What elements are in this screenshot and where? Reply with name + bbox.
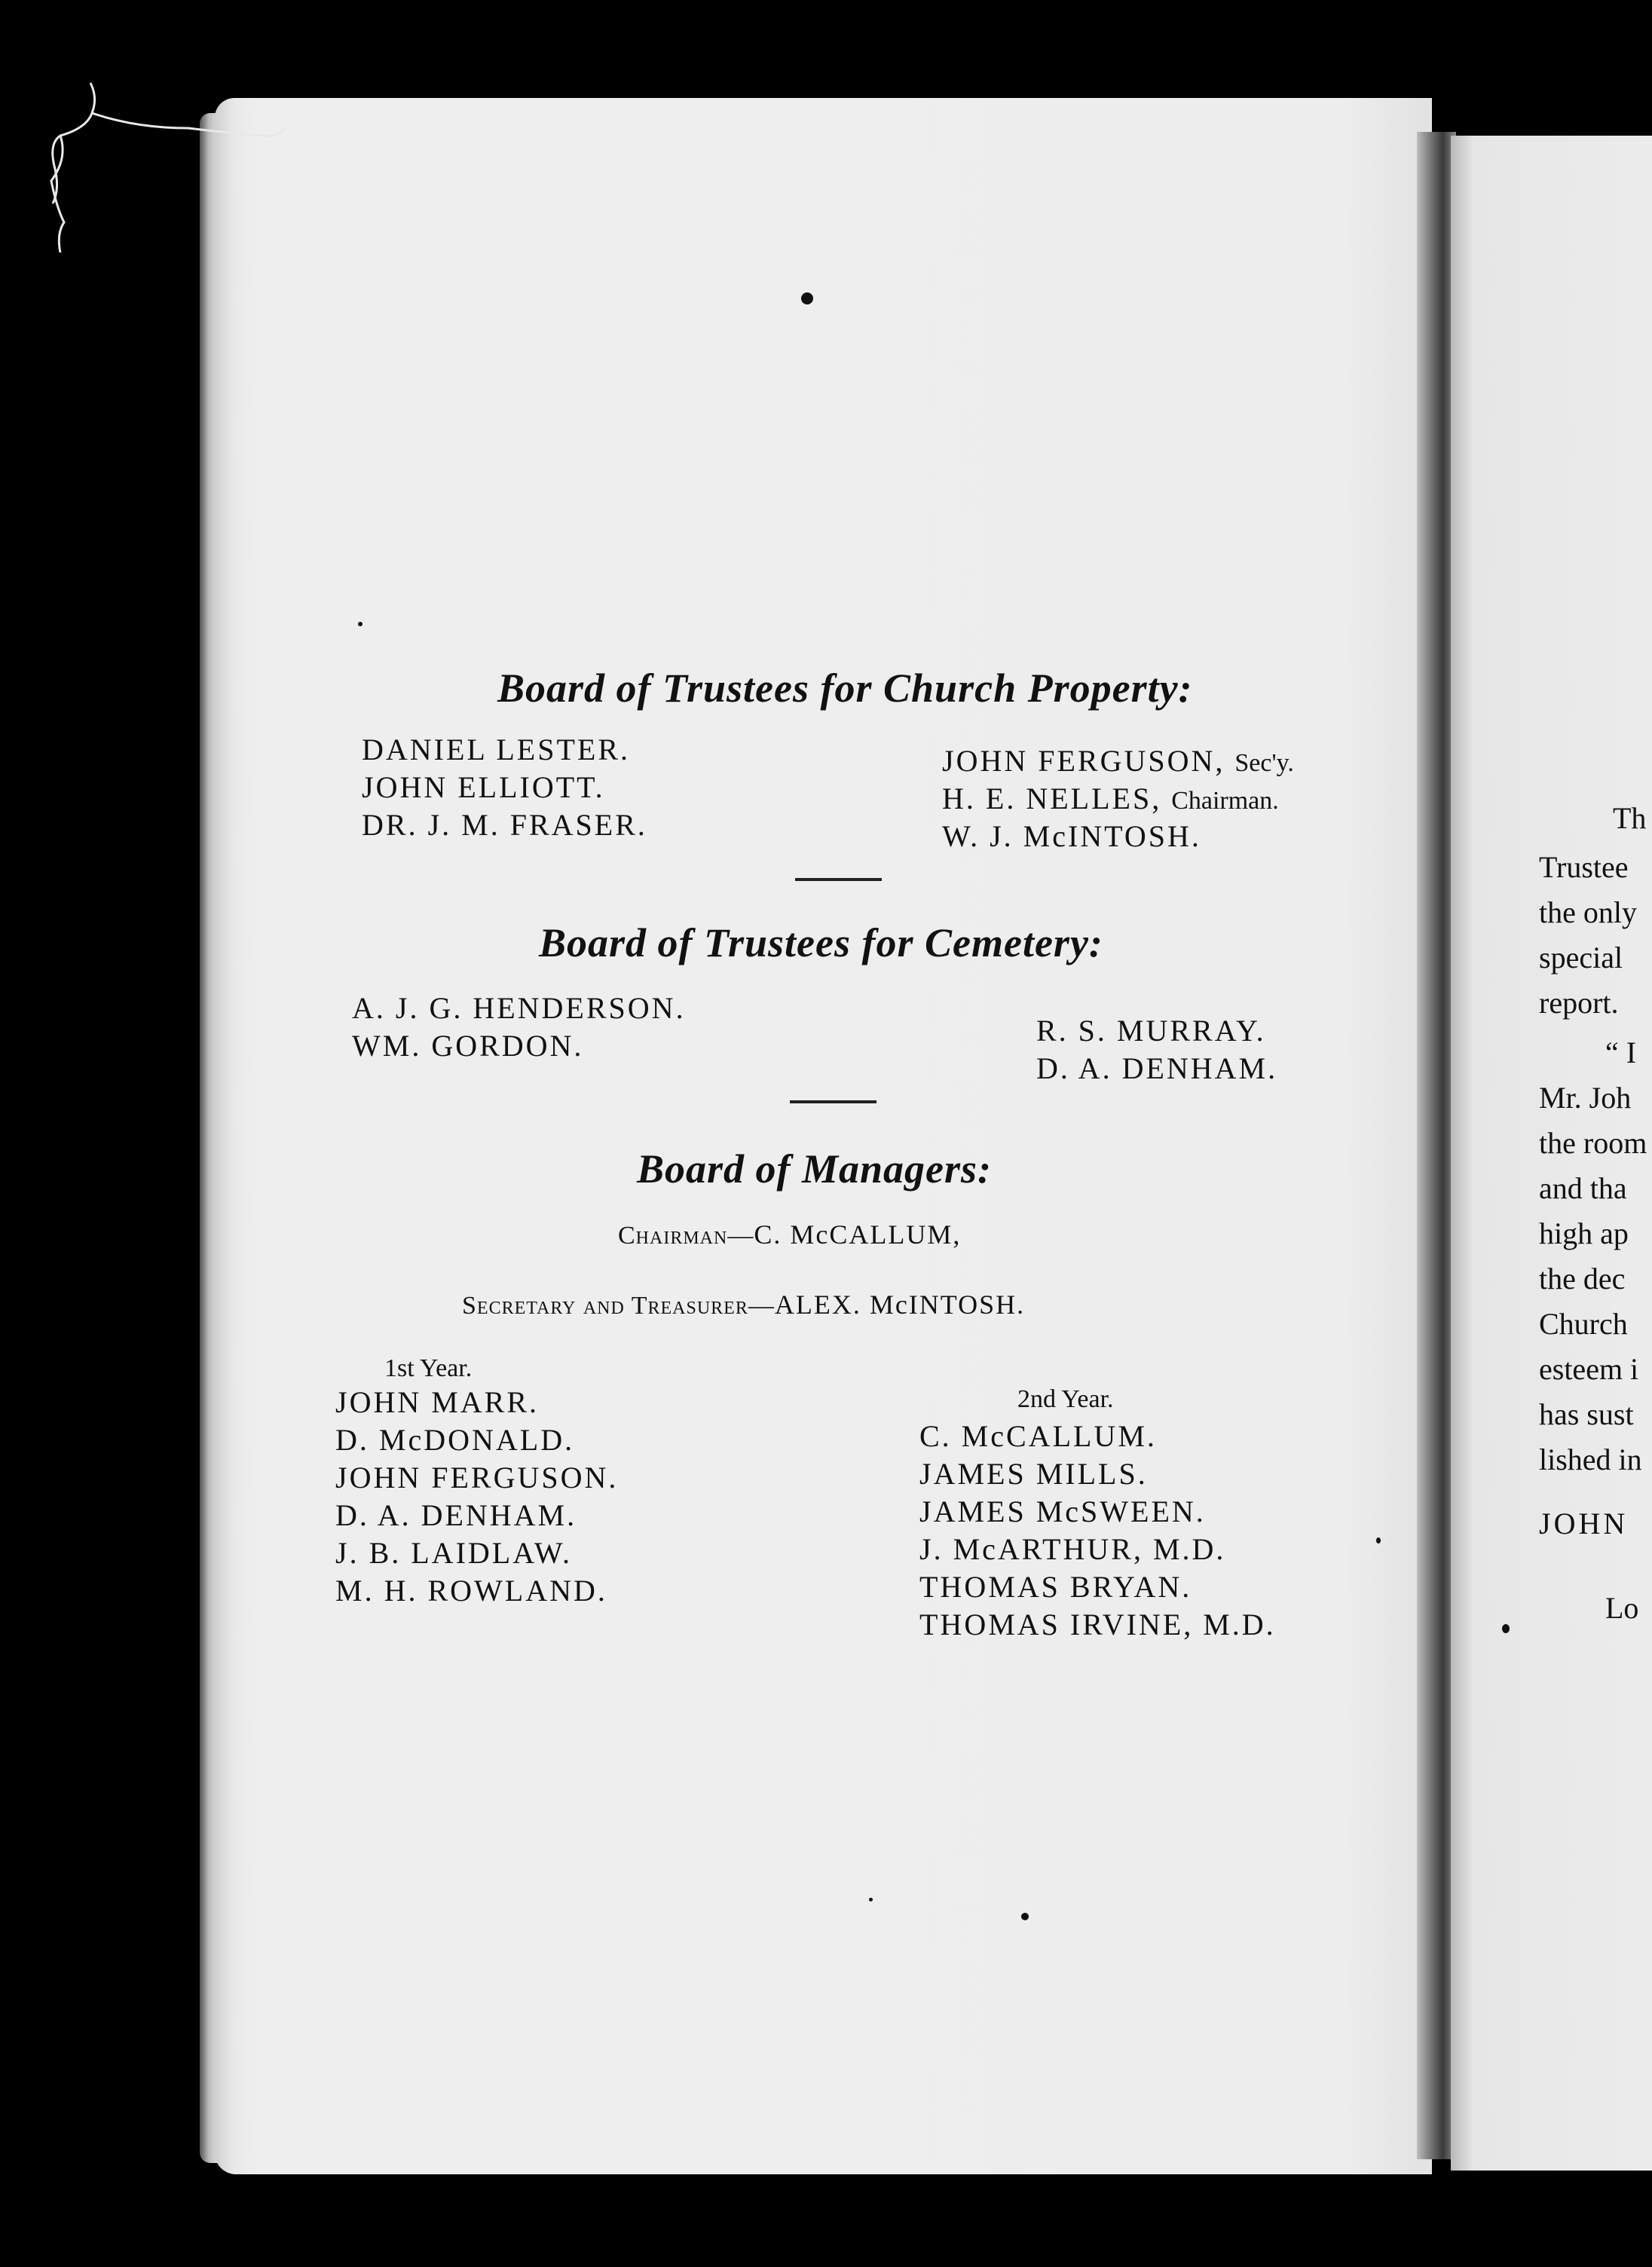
church-trustees-heading: Board of Trustees for Church Property: [497,665,1193,711]
text-fragment: Mr. Joh [1539,1081,1632,1115]
list-item: J. McARTHUR, M.D. [919,1532,1226,1566]
list-item [942,742,1294,780]
text-fragment: esteem i [1539,1352,1639,1386]
text-fragment: and tha [1539,1171,1627,1205]
text-fragment: report. [1539,986,1619,1020]
list-item: JOHN MARR. [335,1385,540,1419]
first-year-label: 1st Year. [384,1354,473,1382]
text-fragment: “ I [1605,1036,1637,1069]
cemetery-trustees-right-list [1036,1012,1277,1088]
list-item: A. J. G. HENDERSON. [352,991,686,1025]
member-name: W. J. McINTOSH. [942,819,1201,853]
speck [1502,1624,1510,1633]
list-item: JAMES McSWEEN. [919,1495,1206,1528]
text-fragment: the only [1539,895,1637,929]
text-fragment: special [1539,941,1623,974]
member-name: H. E. NELLES, [942,782,1162,815]
second-year-list [919,1417,1276,1643]
church-trustees-left-list [362,731,647,844]
right-page [1451,136,1652,2171]
member-role: Chairman. [1171,787,1279,815]
divider [795,878,882,881]
secretary-label: Secretary and Treasurer— [462,1292,775,1320]
cemetery-trustees-left-list [352,990,686,1065]
chairman-name: C. McCALLUM, [754,1219,962,1250]
list-item [942,780,1294,818]
chairman-label: Chairman— [618,1222,754,1250]
text-fragment: Trustee [1539,850,1629,884]
list-item: D. A. DENHAM. [1036,1051,1278,1085]
list-item: R. S. MURRAY. [1036,1014,1266,1048]
first-year-list [335,1383,618,1609]
list-item: THOMAS BRYAN. [919,1570,1192,1604]
speck [801,292,813,304]
text-fragment: Th [1613,801,1647,835]
text-fragment: lished in [1539,1442,1642,1476]
text-fragment: JOHN [1539,1507,1629,1540]
list-item: D. McDONALD. [335,1423,575,1457]
chairman-line [618,1219,961,1250]
text-fragment: has sust [1539,1397,1634,1431]
secretary-line [462,1289,1025,1320]
speck [1021,1913,1029,1920]
speck [1376,1537,1381,1543]
church-trustees-right-list [942,742,1294,855]
left-page [215,98,1432,2174]
loose-thread [45,75,301,271]
list-item: C. McCALLUM. [919,1419,1157,1453]
speck [358,622,363,626]
member-name: JOHN FERGUSON, [942,744,1225,778]
list-item: JOHN FERGUSON. [335,1461,619,1495]
list-item: DANIEL LESTER. [362,733,631,766]
list-item: D. A. DENHAM. [335,1498,577,1532]
text-fragment: Lo [1605,1591,1639,1625]
list-item: WM. GORDON. [352,1029,584,1063]
text-fragment: the room [1539,1126,1647,1160]
list-item: JOHN ELLIOTT. [362,770,605,804]
list-item: J. B. LAIDLAW. [335,1536,572,1570]
list-item: THOMAS IRVINE, M.D. [919,1608,1276,1641]
list-item: M. H. ROWLAND. [335,1574,607,1608]
list-item: JAMES MILLS. [919,1457,1148,1491]
cemetery-trustees-heading: Board of Trustees for Cemetery: [539,920,1103,965]
divider [790,1100,876,1103]
text-fragment: the dec [1539,1262,1626,1296]
list-item: DR. J. M. FRASER. [362,808,647,842]
secretary-name: ALEX. McINTOSH. [774,1290,1026,1320]
text-fragment: high ap [1539,1216,1629,1250]
managers-heading: Board of Managers: [637,1146,993,1192]
member-role: Sec'y. [1234,749,1294,777]
text-fragment: Church [1539,1307,1628,1341]
second-year-label: 2nd Year. [1017,1385,1114,1413]
list-item [942,818,1294,855]
speck [869,1898,873,1901]
